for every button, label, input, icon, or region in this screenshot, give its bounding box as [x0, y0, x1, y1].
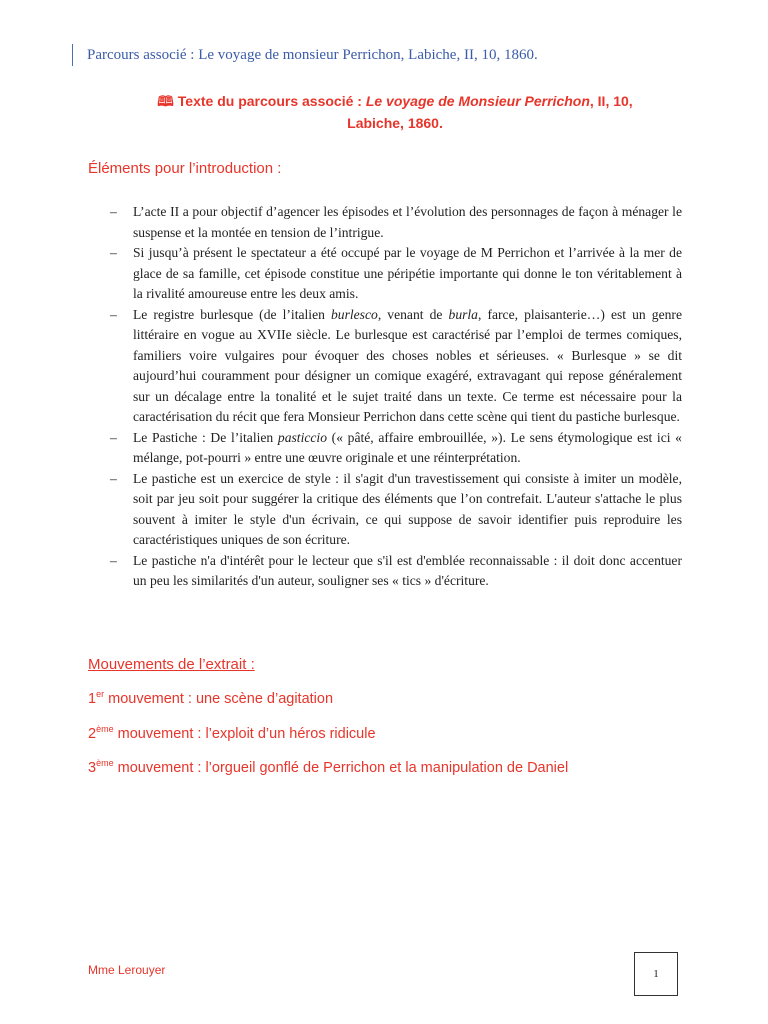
title-line2: Labiche, 1860. [347, 115, 443, 131]
list-item-text: Si jusqu’à présent le spectateur a été occupé par le voyage de M Perrichon et l’arrivée à la mer de glace de sa famille, cet épisode constitue une péripétie importante qui donne le ton véritablement à la rivalité amoureuse entre les deux amis. [133, 245, 682, 301]
document-title [100, 90, 690, 134]
list-item-text-middle: , venant de [377, 306, 449, 322]
term-burla: burla [448, 306, 478, 322]
mouvement-ordinal: ème [96, 724, 114, 734]
list-item [110, 243, 682, 305]
page-number-text: 1 [653, 968, 659, 980]
dash-bullet: – [110, 429, 117, 445]
list-item-text-after: (« pâté, affaire embrouillée, »). Le sens étymologique est ici « mélange, pot-pourri » entre une œuvre originale et une réinterprétation. [133, 429, 682, 465]
dash-bullet: – [110, 552, 117, 568]
list-item [110, 428, 682, 469]
mouvement-3 [88, 758, 568, 776]
header-text: Parcours associé : Le voyage de monsieur Perrichon, Labiche, II, 10, 1860. [87, 47, 538, 63]
list-item-text: Le pastiche est un exercice de style : il s'agit d'un travestissement qui consiste à imiter un modèle, soit par jeu soit pour suggérer la critique des éléments que l’on contrefait. L'auteur s'attache le plus souvent à imiter le style d'un écrivain, ce qui suppose de savoir identifier puis reproduire les caractéristiques uniques de son écriture. [133, 470, 682, 547]
mouvement-1 [88, 689, 333, 707]
mouvement-2 [88, 724, 376, 742]
list-item [110, 551, 682, 592]
footer-author: Mme Lerouyer [88, 963, 166, 977]
dash-bullet: – [110, 470, 117, 486]
dash-bullet: – [110, 245, 117, 260]
mouvement-number: 3 [88, 759, 97, 776]
mouvements-heading: Mouvements de l’extrait : [88, 656, 255, 673]
dash-bullet: – [110, 306, 117, 322]
mouvement-label: mouvement : l’exploit d’un héros ridicule [113, 725, 376, 742]
mouvement-ordinal: ème [96, 758, 114, 768]
mouvement-ordinal: er [96, 689, 105, 699]
list-item [110, 202, 682, 243]
title-prefix: Texte du parcours associé : [177, 93, 366, 109]
mouvement-number: 1 [88, 690, 97, 707]
mouvement-number: 2 [88, 725, 97, 742]
list-item-text-after: , farce, plaisanterie…) est un genre littéraire en vogue au XVIIe siècle. Le burlesque est caractérisé par l’emploi de termes comiques, familiers voire vulgaires pour évoquer des choses nobles et sérieuses. « Burlesque » se dit aujourd’hui couramment pour désigner un comique exagéré, extravagant qui repose généralement sur un décalage entre la tonalité et le sujet traité dans un texte. Ce terme est nécessaire pour la caractérisation du récit que fera Monsieur Perrichon dans cette scène qui tient du pastiche burlesque. [133, 306, 682, 424]
list-item [110, 305, 682, 428]
list-item [110, 469, 682, 551]
intro-heading: Éléments pour l’introduction : [88, 160, 282, 177]
list-item-text-before: Le registre burlesque (de l’italien [133, 306, 331, 322]
list-item-text: Le pastiche n'a d'intérêt pour le lecteur que s'il est d'emblée reconnaissable : il doit donc accentuer un peu les similarités d'un auteur, souligner ses « tics » d'écriture. [133, 552, 682, 588]
list-item-text-before: Le Pastiche : De l’italien [133, 429, 278, 445]
mouvement-label: mouvement : l’orgueil gonflé de Perrichon et la manipulation de Daniel [113, 759, 569, 776]
title-italic: Le voyage de Monsieur Perrichon [365, 93, 590, 109]
term-burlesco: burlesco [330, 306, 378, 322]
page-number [634, 952, 678, 996]
term-pasticcio: pasticcio [277, 429, 327, 445]
title-suffix: , II, 10, [589, 93, 633, 109]
intro-list [110, 202, 682, 592]
running-header [72, 44, 727, 66]
list-item-text: L’acte II a pour objectif d’agencer les épisodes et l’évolution des personnages de façon à ménager le suspense et la montée en tension de l’intrigue. [133, 204, 682, 240]
book-icon: 🕮 [157, 93, 174, 109]
mouvement-label: mouvement : une scène d’agitation [104, 690, 334, 707]
dash-bullet: – [110, 204, 117, 219]
